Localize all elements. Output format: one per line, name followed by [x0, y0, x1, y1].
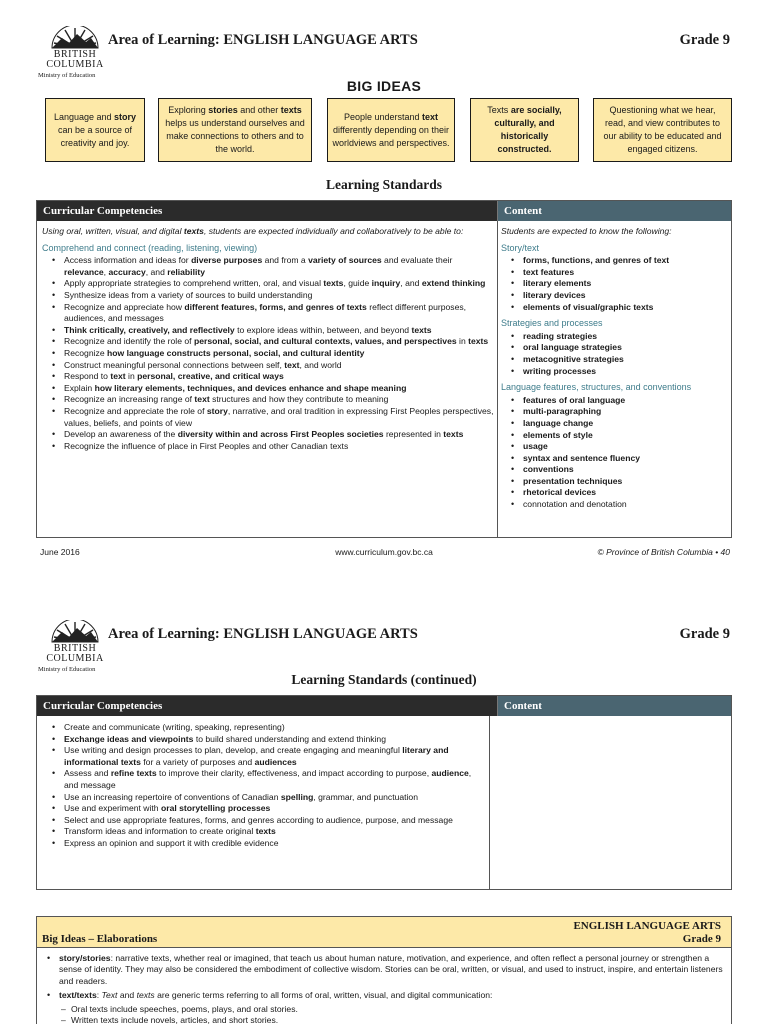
list-item: • Apply appropriate strategies to comprehend written, oral, and visual texts, guide inquiry, and extend thinking	[42, 278, 494, 290]
list-item: • Recognize and appreciate how different features, forms, and genres of texts reflect different purposes, audiences, and messages	[42, 302, 494, 325]
list-item: • story/stories: narrative texts, whether real or imagined, that teach us about human nature, motivation, and experience, and often reflect a personal journey or strengthen a sense of identity. They may also be considered the embodiment of collective wisdom. Stories can be oral, written, or visual, and used to instruct, inspire, and entertain listeners and readers.	[37, 953, 727, 987]
content-item: • forms, functions, and genres of text	[501, 255, 729, 267]
list-item: • Recognize an increasing range of text structures and how they contribute to meaning	[42, 394, 494, 406]
bc-sun-mountain-icon	[50, 26, 100, 50]
content-item: • connotation and denotation	[501, 499, 729, 511]
content-column	[501, 226, 729, 511]
content-item: • reading strategies	[501, 331, 729, 343]
learning-standards-table	[36, 200, 732, 538]
area-title: Area of Learning: ENGLISH LANGUAGE ARTS	[108, 32, 418, 48]
competencies-list	[42, 255, 494, 452]
content-item: • oral language strategies	[501, 342, 729, 354]
sub-list-item: – Written texts include novels, articles, and short stories.	[37, 1015, 727, 1026]
column-divider	[497, 221, 498, 537]
content-list	[501, 331, 729, 377]
list-item: • Use and experiment with oral storytelling processes	[42, 803, 486, 815]
big-idea-box: Texts are socially, culturally, and historically constructed.	[470, 98, 579, 162]
list-item: • Recognize the influence of place in First Peoples and other Canadian texts	[42, 441, 494, 453]
logo-ministry: Ministry of Education	[38, 666, 96, 673]
elaborations-title: Big Ideas – Elaborations	[42, 933, 158, 945]
sub-list-item: – Oral texts include speeches, poems, plays, and oral stories.	[37, 1004, 727, 1015]
content-item: • writing processes	[501, 366, 729, 378]
content-intro: Students are expected to know the following:	[501, 226, 672, 236]
curricular-competencies-header: Curricular Competencies	[37, 201, 497, 221]
competencies-column	[42, 226, 494, 452]
list-item: • Synthesize ideas from a variety of sources to build understanding	[42, 290, 494, 302]
curricular-competencies-header: Curricular Competencies	[37, 696, 497, 716]
content-item: • rhetorical devices	[501, 487, 729, 499]
content-item: • multi-paragraphing	[501, 406, 729, 418]
elaborations-header	[37, 917, 731, 948]
content-item: • literary devices	[501, 290, 729, 302]
content-item: • text features	[501, 267, 729, 279]
list-item: • Recognize and identify the role of personal, social, and cultural contexts, values, and perspectives in texts	[42, 336, 494, 348]
list-item: • Use writing and design processes to plan, develop, and create engaging and meaningful literary and informational texts for a variety of purposes and audiences	[42, 745, 486, 768]
content-sections	[501, 243, 729, 511]
list-item: • Express an opinion and support it with credible evidence	[42, 838, 486, 850]
big-idea-box: Language and story can be a source of creativity and joy.	[45, 98, 145, 162]
content-list	[501, 395, 729, 511]
footer-date: June 2016	[40, 547, 80, 557]
elaborations-subject: ENGLISH LANGUAGE ARTS	[573, 920, 721, 932]
list-item: • Recognize and appreciate the role of story, narrative, and oral tradition in expressing First Peoples perspectives, values, beliefs, and points of view	[42, 406, 494, 429]
list-item: • Use an increasing repertoire of conventions of Canadian spelling, grammar, and punctuation	[42, 792, 486, 804]
big-idea-box: People understand text differently depending on their worldviews and perspectives.	[327, 98, 455, 162]
content-item: • presentation techniques	[501, 476, 729, 488]
content-item: • features of oral language	[501, 395, 729, 407]
grade-label: Grade 9	[679, 626, 730, 642]
list-item: • Exchange ideas and viewpoints to build shared understanding and extend thinking	[42, 734, 486, 746]
list-item: • Access information and ideas for diverse purposes and from a variety of sources and evaluate their relevance, accuracy, and reliability	[42, 255, 494, 278]
list-item: • Assess and refine texts to improve their clarity, effectiveness, and impact according to purpose, audience, and message	[42, 768, 486, 791]
area-title: Area of Learning: ENGLISH LANGUAGE ARTS	[108, 626, 418, 642]
section-heading: Comprehend and connect (reading, listening, viewing)	[42, 242, 258, 253]
content-section-heading: Strategies and processes	[501, 318, 603, 329]
list-item: • text/texts: Text and texts are generic terms referring to all forms of oral, written, visual, and digital communication:	[37, 990, 727, 1001]
competencies-column	[42, 722, 486, 850]
content-item: • language change	[501, 418, 729, 430]
content-header: Content	[497, 201, 731, 221]
list-item: • Think critically, creatively, and reflectively to explore ideas within, between, and beyond texts	[42, 325, 494, 337]
big-ideas-elaborations	[36, 916, 732, 1024]
list-item: • Create and communicate (writing, speaking, representing)	[42, 722, 486, 734]
list-item: • Construct meaningful personal connections between self, text, and world	[42, 360, 494, 372]
learning-standards-title: Learning Standards	[326, 177, 442, 192]
list-item: • Respond to text in personal, creative, and critical ways	[42, 371, 494, 383]
big-idea-box: Exploring stories and other texts helps us understand ourselves and make connections to others and to the world.	[158, 98, 312, 162]
footer-copyright: © Province of British Columbia • 40	[597, 547, 730, 557]
content-item: • usage	[501, 441, 729, 453]
competencies-intro: Using oral, written, visual, and digital texts, students are expected individually and collaboratively to be able to:	[42, 226, 464, 236]
elaborations-list	[37, 953, 727, 1002]
content-section-heading: Language features, structures, and conventions	[501, 382, 692, 393]
grade-label: Grade 9	[679, 32, 730, 48]
logo-text-columbia: COLUMBIA	[46, 59, 104, 70]
content-item: • conventions	[501, 464, 729, 476]
logo-text-british: BRITISH	[53, 643, 97, 654]
column-divider	[489, 716, 490, 889]
list-item: • Transform ideas and information to create original texts	[42, 826, 486, 838]
content-item: • metacognitive strategies	[501, 354, 729, 366]
list-item: • Explain how literary elements, techniques, and devices enhance and shape meaning	[42, 383, 494, 395]
content-item: • literary elements	[501, 278, 729, 290]
page1-header	[36, 26, 732, 82]
content-item: • syntax and sentence fluency	[501, 453, 729, 465]
bc-logo	[36, 620, 116, 676]
elaborations-body	[37, 953, 727, 1026]
bc-sun-mountain-icon	[50, 620, 100, 644]
content-section-heading: Story/text	[501, 242, 540, 253]
list-item: • Select and use appropriate features, forms, and genres according to audience, purpose, and message	[42, 815, 486, 827]
footer-url: www.curriculum.gov.bc.ca	[335, 547, 433, 557]
learning-standards-continued-table	[36, 695, 732, 890]
big-idea-box: Questioning what we hear, read, and view contributes to our ability to be educated and engaged citizens.	[593, 98, 732, 162]
logo-text-columbia: COLUMBIA	[46, 653, 104, 664]
bc-logo	[36, 26, 116, 82]
learning-standards-continued-title: Learning Standards (continued)	[291, 672, 477, 687]
content-item: • elements of visual/graphic texts	[501, 302, 729, 314]
list-item: • Develop an awareness of the diversity within and across First Peoples societies represented in texts	[42, 429, 494, 441]
content-list	[501, 255, 729, 313]
logo-ministry: Ministry of Education	[38, 72, 96, 79]
page2-header	[36, 620, 732, 676]
content-header: Content	[497, 696, 731, 716]
big-ideas-title: BIG IDEAS	[346, 78, 422, 94]
logo-text-british: BRITISH	[53, 49, 97, 60]
list-item: • Recognize how language constructs personal, social, and cultural identity	[42, 348, 494, 360]
elaborations-grade: Grade 9	[682, 933, 721, 945]
content-item: • elements of style	[501, 430, 729, 442]
competencies-list	[42, 722, 486, 850]
